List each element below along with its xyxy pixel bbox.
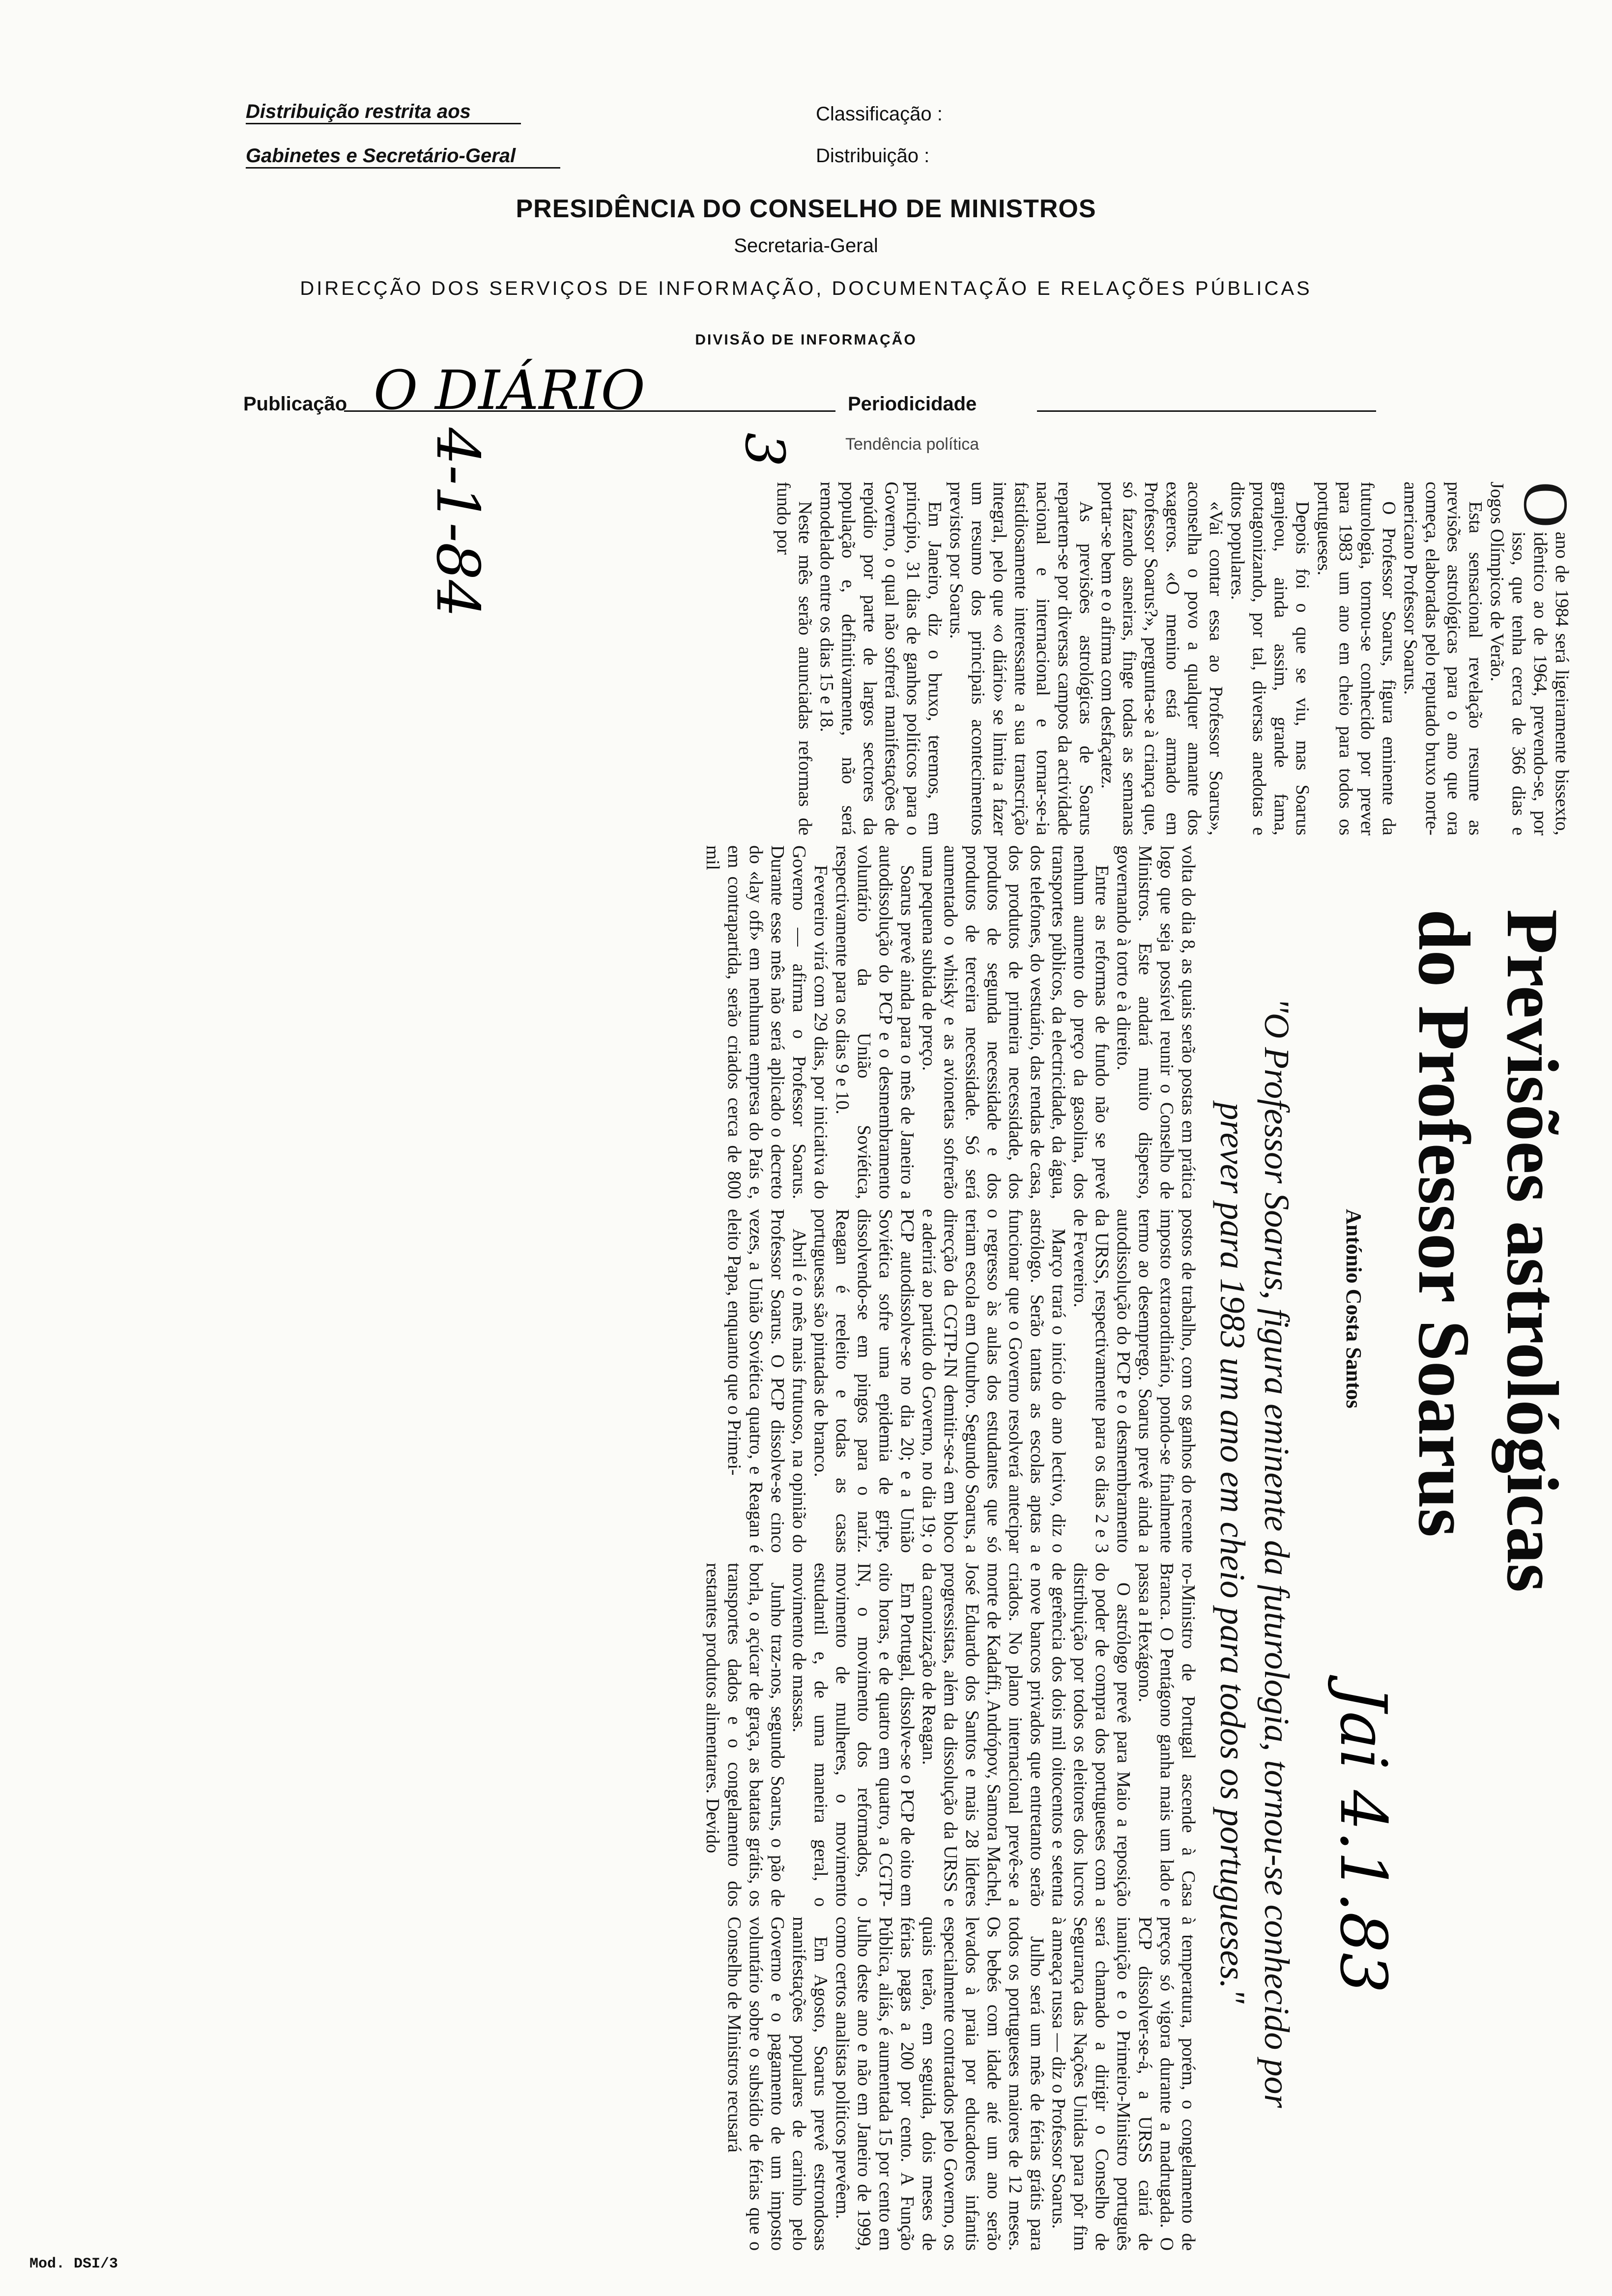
- col3-paragraph-3: Abril é o mês mais frutuoso, na opinião do Professor Soarus. O PCP dissolve-se cinco vezes, a União Soviética quatro, e Reagan é eleito Papa, enquanto que o Primei-: [724, 1209, 809, 1553]
- classificacao-label: Classificação :: [816, 103, 943, 125]
- article-column-4: [442, 1563, 1199, 1907]
- tendencia-label: Tendência política: [845, 435, 979, 454]
- newspaper-clipping: [147, 482, 1581, 2251]
- direccao-servicos: DIRECÇÃO DOS SERVIÇOS DE INFORMAÇÃO, DOCUMENTAÇÃO E RELAÇÕES PÚBLICAS: [300, 278, 1312, 299]
- col3-paragraph-2: Março trará o início do ano lectivo, diz o astrólogo. Serão tantas as escolas aptas a funcionar que o Governo resolverá antecipar o regresso às aulas dos estudantes que só teriam escola em Outubro. Segundo Soarus, a direcção da CGTP-IN demitir-se-á em bloco e aderirá ao partido do Governo, no dia 19; o PCP autodissolve-se no dia 20; e a União Soviética sofre uma epidemia de gripe, dissolvendo-se em pingos para o nariz. Reagan é reeleito e todas as casas portuguesas são pintadas de branco.: [810, 1209, 1069, 1553]
- col3-paragraph-1: postos de trabalho, com os ganhos do recente imposto extraordinário, pondo-se finalmente termo ao desemprego. Soarus prevê ainda a autodissolução do PCP e o desmembramento da URSS, respectivamente para os dias 2 e 3 de Fevereiro.: [1070, 1209, 1199, 1553]
- form-model-code: Mod. DSI/3: [29, 2256, 118, 2272]
- handwritten-page-mark: 3: [733, 432, 796, 467]
- restricted-distribution-line2: Gabinetes e Secretário-Geral: [246, 145, 560, 169]
- article-column-1: [442, 482, 1581, 835]
- handwritten-date: 4-1-84: [423, 428, 491, 618]
- col2-paragraph-1: volta do dia 8, as quais serão postas em prática logo que seja possível reunir o Conselho de Ministros. Este andará muito disperso, governando à torto e à direito.: [1113, 845, 1199, 1199]
- drop-cap: O: [1510, 482, 1581, 528]
- col4-paragraph-1: ro-Ministro de Portugal ascende à Casa Branca. O Pentágono ganha mais um lado e passa a Hexágono.: [1135, 1563, 1199, 1907]
- col1-paragraph-6: As previsões astrológicas de Soarus repartem-se por diversas campos da actividade nacional e internacional e tornar-se-ia fastidiosamente interessante a sua transcrição integral, pelo que «o diário» se limita a fazer um resumo dos principais acontecimentos previstos por Soarus.: [946, 482, 1096, 835]
- publicacao-handwritten: O DIÁRIO: [374, 359, 645, 422]
- article-column-2: [442, 845, 1199, 1199]
- periodicidade-label: Periodicidade: [848, 393, 977, 415]
- col2-paragraph-3: Soarus prevê ainda para o mês de Janeiro a autodissolução do PCP e o desmembramento voluntário da União Soviética, respectivamente para os dias 9 e 10.: [832, 845, 918, 1199]
- col4-paragraph-3: Em Portugal, dissolve-se o PCP de oito em oito horas, e de quatro em quatro, a CGTP-IN, o movimento dos reformados, o movimento de mulheres, o movimento estudantil e, de uma maneira geral, o movimento de massas.: [789, 1563, 918, 1907]
- handwritten-signature: Jai 4.1.83: [1326, 1686, 1401, 1994]
- headline-line1: Previsões astrológicas: [1492, 909, 1573, 1593]
- col5-paragraph-3: Em Agosto, Soarus prevê estrondosas manifestações populares de carinho pelo Governo e o pagamento de um imposto voluntário sobre o subsídio de férias que o Conselho de Ministros recusará: [724, 1917, 831, 2251]
- organization-title: PRESIDÊNCIA DO CONSELHO DE MINISTROS: [516, 195, 1096, 223]
- headline-line2: do Professor Soarus: [1403, 909, 1485, 1537]
- col1-paragraph-7: Em Janeiro, diz o bruxo, teremos, em princípio, 31 dias de ganhos políticos para o Governo, o qual não sofrerá manifestações de repúdio por parte de largos sectores da população e, definitivamente, não será remodelado entre os dias 15 e 18.: [816, 482, 945, 835]
- col1-paragraph-4: Depois foi o que se viu, mas Soarus granjeou, ainda assim, grande fama, protagonizando, por tal, diversas anedotas e ditos populares.: [1227, 482, 1313, 835]
- col2-paragraph-2: Entre as reformas de fundo não se prevê nenhum aumento do preço da gasolina, dos transportes públicos, da electricidade, da água, dos telefones, do vestuário, das rendas de casa, dos produtos de primeira necessidade, dos produtos de segunda necessidade e dos produtos de terceira necessidade. Só será aumentado o whisky e as avionetas sofrerão uma pequena subida de preço.: [919, 845, 1112, 1199]
- lede-line1: "O Professor Soarus, figura eminente da futurologia, tornou-se conhecido por: [1257, 998, 1296, 2108]
- col1-paragraph-2: Esta sensacional revelação resume as previsões astrológicas para o ano que ora começa, elaboradas pelo reputado bruxo norte-americano Professor Soarus.: [1400, 482, 1486, 835]
- col1-paragraph-5: «Vai contar essa ao Professor Soarus», aconselha o povo a qualquer amante dos exageros. «O menino está armado em Professor Soarus?», pergunta-se à criança que, só fazendo asneiras, finge todas as semanas portar-se bem e o afirma com desfaçatez.: [1097, 482, 1226, 835]
- col4-paragraph-4: Junho traz-nos, segundo Soarus, o pão de borla, o açúcar de graça, as batatas grátis, os transportes dados e o congelamento dos restantes produtos alimentares. Devido: [702, 1563, 788, 1907]
- distribuicao-label: Distribuição :: [816, 145, 930, 167]
- periodicidade-field: [1037, 391, 1376, 412]
- restricted-distribution-line1: Distribuição restrita aos: [246, 101, 521, 124]
- publicacao-label: Publicação: [243, 393, 347, 415]
- lede-line2: prever para 1983 um ano em cheio para todos os portugueses.": [1213, 1102, 1252, 2004]
- byline: António Costa Santos: [1342, 1209, 1366, 1408]
- secretaria-geral: Secretaria-Geral: [734, 235, 878, 257]
- col4-paragraph-2: O astrólogo prevê para Maio a reposição do poder de compra dos portugueses com a distribuição por todos os eleitores dos lucros de gerência dos dois mil oitocentos e setenta e nove bancos privados que entretanto serão criados. No plano internacional prevê-se a morte de Kadaffi, Andrópov, Samora Machel, José Eduardo dos Santos e mais 28 líderes progressistas, além da dissolução da URSS e da canonização de Reagan.: [919, 1563, 1134, 1907]
- col1-paragraph-8: Neste mês serão anunciadas reformas de fundo por: [773, 482, 815, 835]
- article-column-3: [442, 1209, 1199, 1553]
- col5-paragraph-1: à temperatura, porém, o congelamento de preços só vigora durante a madrugada. O PCP dissolver-se-á, a URSS cairá de inanição e o Primeiro-Ministro português será chamado a dirigir o Conselho de Segurança das Nações Unidas para pôr fim à ameaça russa — diz o Professor Soarus.: [1048, 1917, 1199, 2251]
- col1-first-paragraph: ano de 1984 será ligeiramente bissexto, idêntico ao de 1964, prevendo-se, por isso, que tenha cerca de 366 dias e Jogos Olímpicos de Verão.: [1487, 482, 1572, 835]
- col2-paragraph-4: Fevereiro virá com 29 dias, por iniciativa do Governo — afirma o Professor Soarus. Durante esse mês não será aplicado o decreto do «lay off» em nenhuma empresa do País e, em contrapartida, serão criados cerca de 800 mil: [702, 845, 831, 1199]
- col1-paragraph-3: O Professor Soarus, figura eminente da futurologia, tornou-se conhecido por prever para 1983 um ano em cheio para todos os portugueses.: [1314, 482, 1399, 835]
- divisao-informacao: DIVISÃO DE INFORMAÇÃO: [695, 332, 917, 348]
- col5-paragraph-2: Julho será um mês de férias grátis para todos os portugueses maiores de 12 meses. Os bebés com idade até um ano serão levados à praia por educadores infantis especialmente contratados pelo Governo, os quais terão, em seguida, dois meses de férias pagas a 200 por cento. A Função Pública, aliás, é aumentada 15 por cento em Julho deste ano e não em Janeiro de 1999, como certos analistas políticos prevêem.: [832, 1917, 1047, 2251]
- article-column-5: [442, 1917, 1199, 2251]
